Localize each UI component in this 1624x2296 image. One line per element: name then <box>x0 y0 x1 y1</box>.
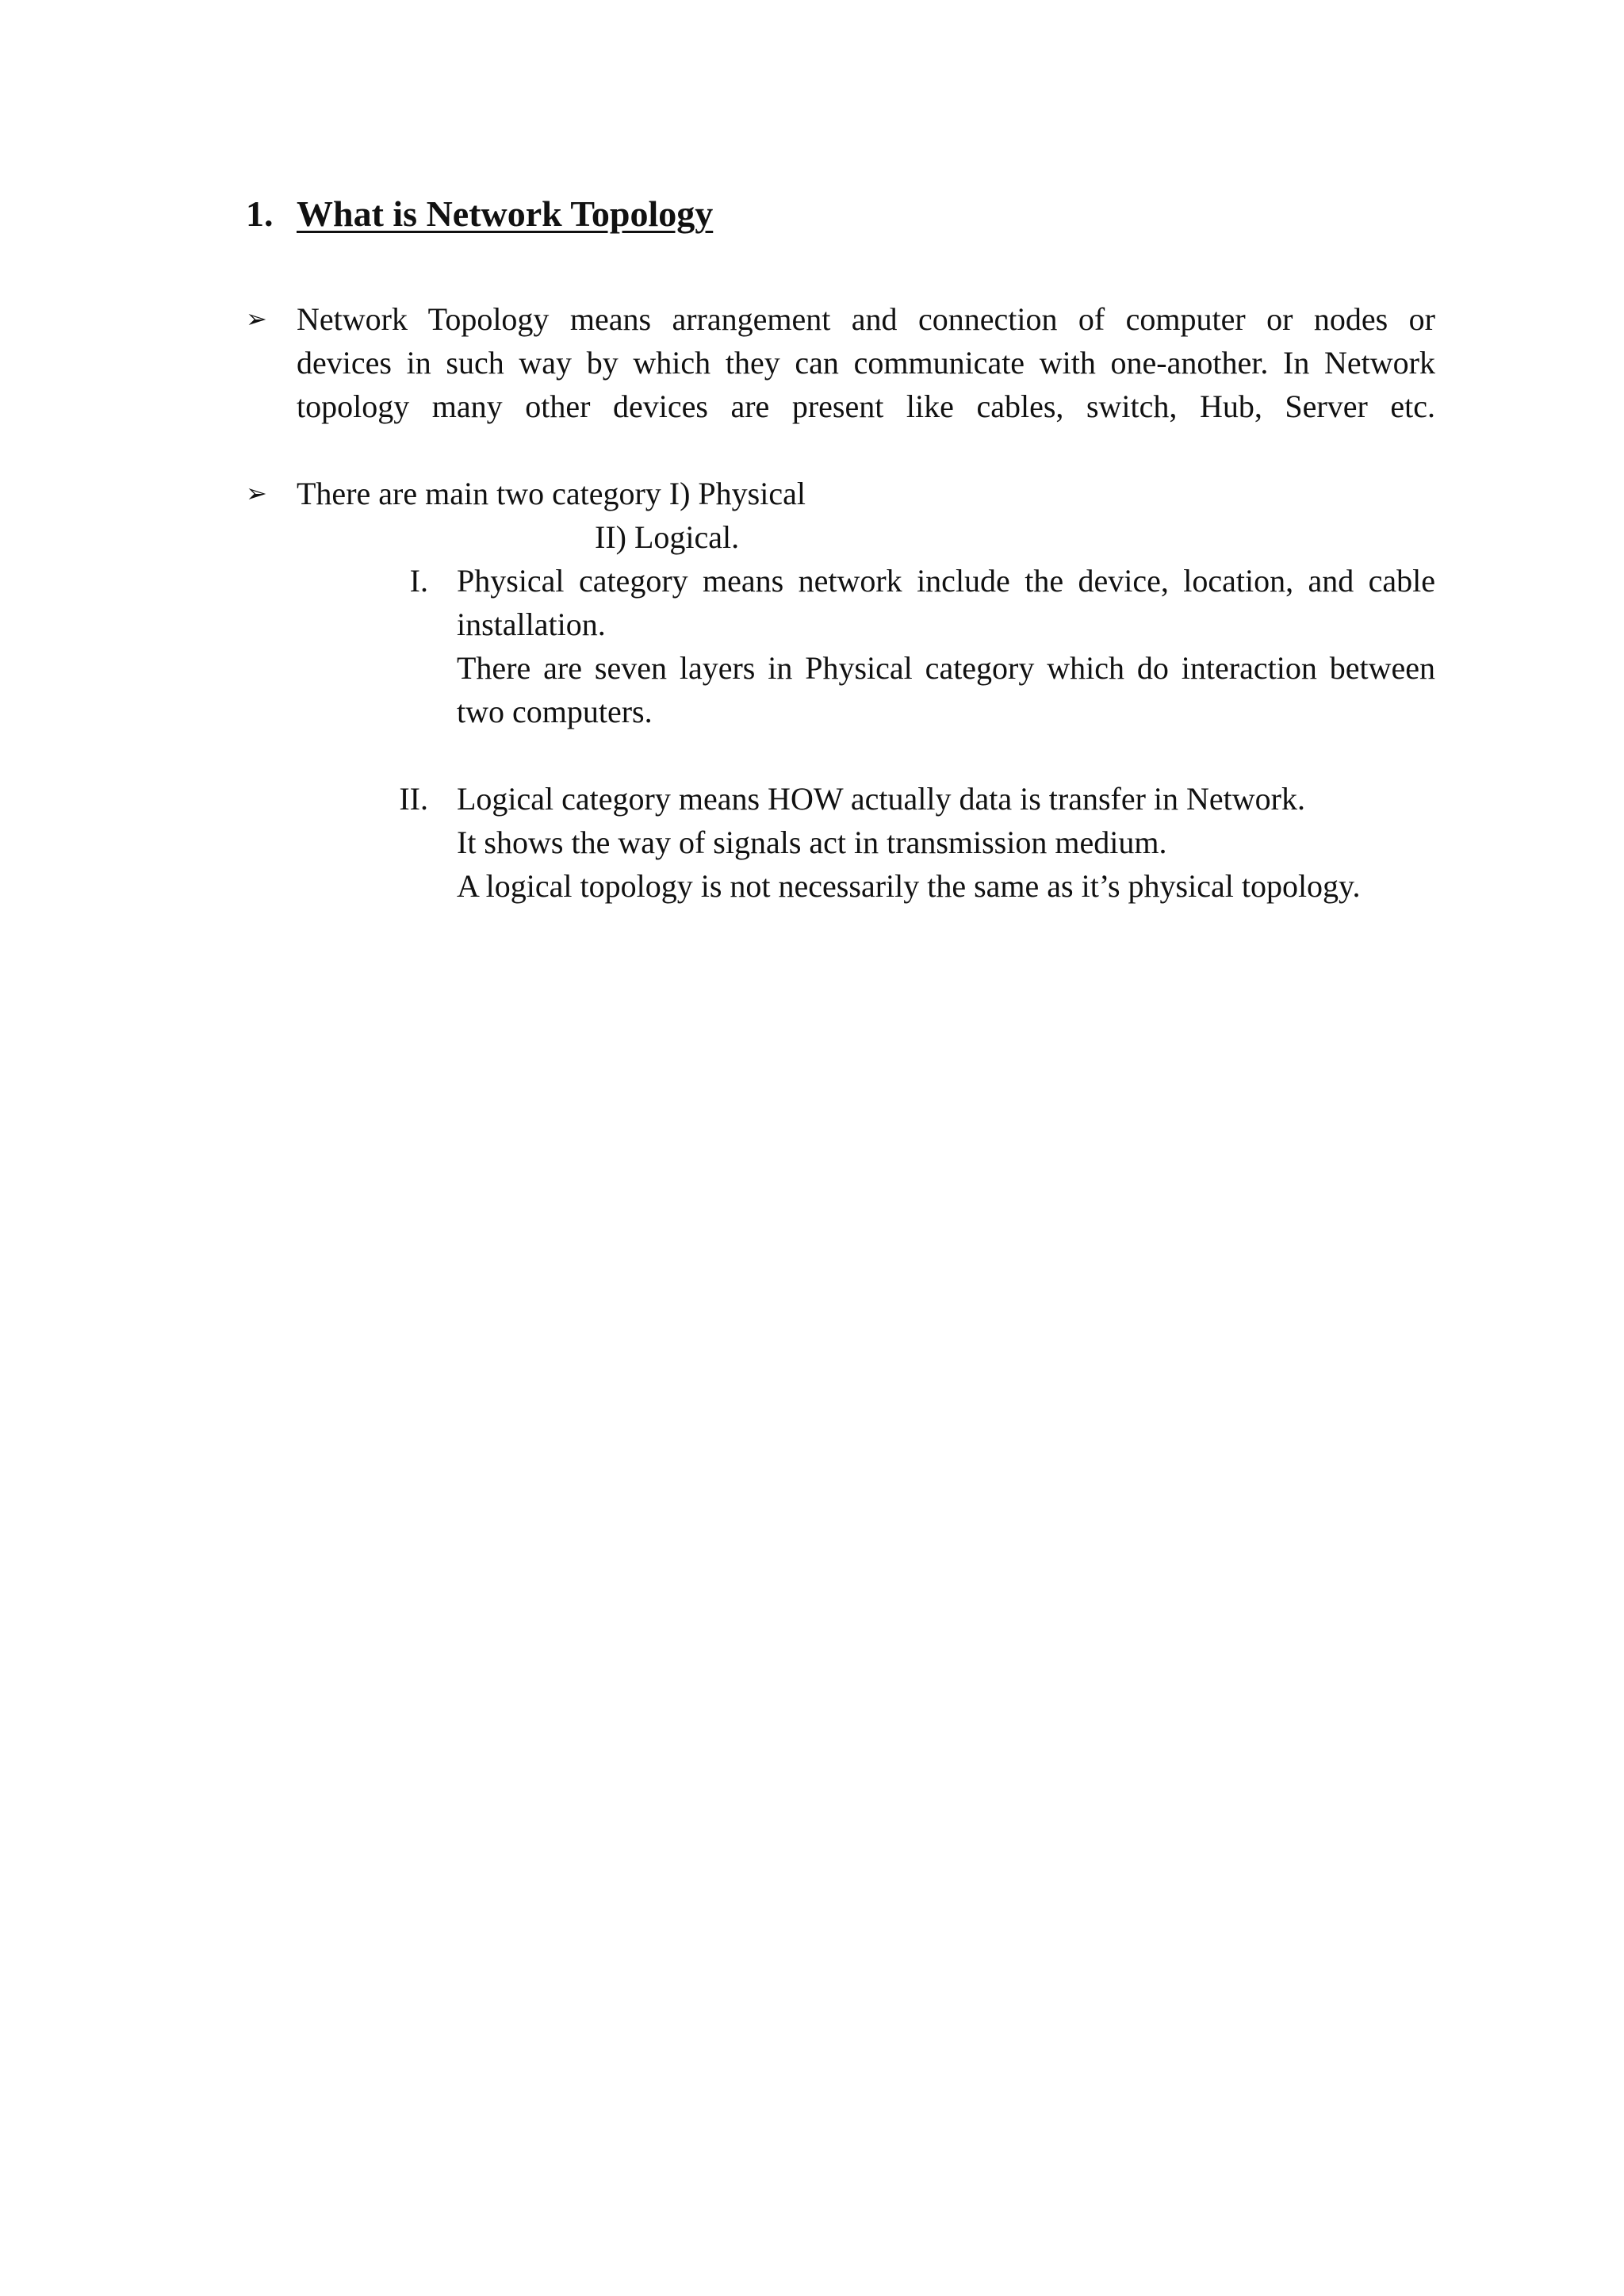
paragraph-line: devices in such way by which they can communicate with one-another. In Network <box>297 345 1435 381</box>
heading-title: What is Network Topology <box>297 193 714 234</box>
bullet-item <box>246 472 1435 559</box>
paragraph-line: installation. <box>457 607 606 642</box>
bullet-paragraph <box>297 297 1435 428</box>
arrow-bullet-icon: ➢ <box>246 478 267 508</box>
paragraph-line: two computers. <box>457 694 653 729</box>
category-description <box>457 777 1435 908</box>
category-item <box>381 559 1435 733</box>
roman-numeral: I. <box>409 563 428 599</box>
paragraph-line: A logical topology is not necessarily the same as it’s physical topology. <box>457 868 1361 904</box>
paragraph-line: Network Topology means arrangement and connection of computer or nodes or <box>297 301 1435 337</box>
paragraph-line: It shows the way of signals act in transmission medium. <box>457 825 1167 860</box>
paragraph-line: There are seven layers in Physical category which do interaction between <box>457 650 1435 686</box>
paragraph-line: II) Logical. <box>595 519 740 555</box>
paragraph-line: There are main two category I) Physical <box>297 476 806 511</box>
paragraph-line: Physical category means network include the device, location, and cable <box>457 563 1435 599</box>
arrow-bullet-icon: ➢ <box>246 304 267 334</box>
bullet-item <box>246 297 1435 428</box>
category-description <box>457 559 1435 733</box>
heading-number: 1. <box>246 193 274 234</box>
paragraph-line: Logical category means HOW actually data is transfer in Network. <box>457 781 1305 817</box>
category-item <box>381 777 1435 908</box>
roman-numeral: II. <box>399 781 428 817</box>
paragraph-line: topology many other devices are present like cables, switch, Hub, Server etc. <box>297 388 1435 424</box>
section-heading <box>246 190 713 238</box>
bullet-paragraph <box>297 472 1435 559</box>
